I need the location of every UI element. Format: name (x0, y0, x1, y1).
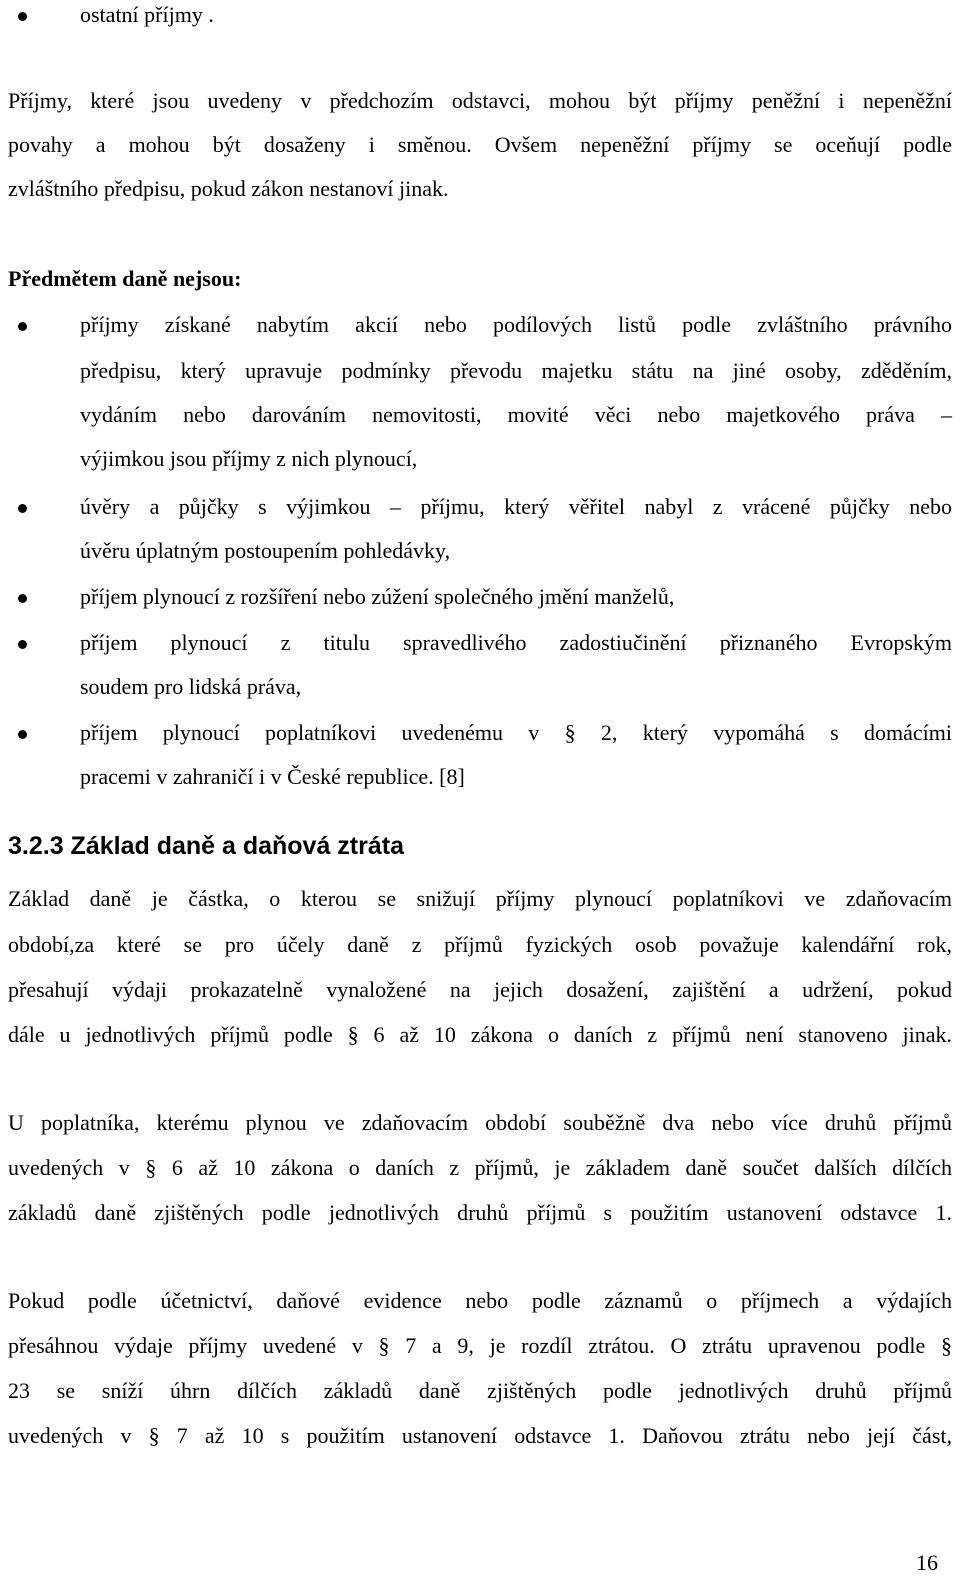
paragraph-1-line: zvláštního předpisu, pokud zákon nestanoví jinak. (8, 176, 449, 201)
bullet-line: výjimkou jsou příjmy z nich plynoucí, (80, 446, 418, 471)
paragraph-4-line: 23 se sníží úhrn dílčích základů daně zjištěných podle jednotlivých druhů příjmů (8, 1378, 952, 1403)
paragraph-2-line: dále u jednotlivých příjmů podle § 6 až 10 zákona o daních z příjmů není stanoveno jinak. (8, 1022, 952, 1047)
paragraph-4-line: Pokud podle účetnictví, daňové evidence nebo podle záznamů o příjmech a výdajích (8, 1288, 952, 1313)
bullet-line: soudem pro lidská práva, (80, 674, 302, 699)
paragraph-2-line: období,za které se pro účely daně z příjmů fyzických osob považuje kalendářní rok, (8, 932, 952, 957)
paragraph-3-line: uvedených v § 6 až 10 zákona o daních z příjmů, je základem daně součet dalších dílčích (8, 1155, 952, 1180)
bullet-icon (18, 12, 32, 26)
bullet-icon (18, 730, 32, 744)
paragraph-2-line: Základ daně je částka, o kterou se snižují příjmy plynoucí poplatníkovi ve zdaňovacím (8, 886, 952, 911)
bullet-icon (18, 594, 32, 608)
top-bullet-text: ostatní příjmy . (80, 2, 214, 27)
bullet-line: úvěru úplatným postoupením pohledávky, (80, 538, 451, 563)
paragraph-3-line: U poplatníka, kterému plynou ve zdaňovacím období souběžně dva nebo více druhů příjmů (8, 1110, 952, 1135)
bullet-line: pracemi v zahraničí i v České republice. [8] (80, 764, 465, 789)
paragraph-4-line: uvedených v § 7 až 10 s použitím ustanovení odstavce 1. Daňovou ztrátu nebo její část, (8, 1423, 952, 1448)
bullet-line: úvěry a půjčky s výjimkou – příjmu, který věřitel nabyl z vrácené půjčky nebo (80, 494, 952, 519)
bullet-icon (18, 504, 32, 518)
bullet-line: příjem plynoucí poplatníkovi uvedenému v § 2, který vypomáhá s domácími (80, 720, 952, 745)
bullet-line: předpisu, který upravuje podmínky převodu majetku státu na jiné osoby, zděděním, (80, 358, 952, 383)
bullet-line: vydáním nebo darováním nemovitosti, movité věci nebo majetkového práva – (80, 402, 952, 427)
bullet-line: příjem plynoucí z titulu spravedlivého zadostiučinění přiznaného Evropským (80, 630, 952, 655)
page-number: 16 (916, 1550, 938, 1575)
bullet-icon (18, 322, 32, 336)
paragraph-2-line: přesahují výdaji prokazatelně vynaložené na jejich dosažení, zajištění a udržení, pokud (8, 977, 952, 1002)
bullet-line: příjmy získané nabytím akcií nebo podílových listů podle zvláštního právního (80, 312, 952, 337)
paragraph-3-line: základů daně zjištěných podle jednotlivých druhů příjmů s použitím ustanovení odstavce 1. (8, 1200, 952, 1225)
bullet-line: příjem plynoucí z rozšíření nebo zúžení společného jmění manželů, (80, 584, 675, 609)
section-heading: 3.2.3 Základ daně a daňová ztráta (8, 832, 404, 860)
paragraph-4-line: přesáhnou výdaje příjmy uvedené v § 7 a 9, je rozdíl ztrátou. O ztrátu upravenou podle § (8, 1333, 952, 1358)
paragraph-1-line: Příjmy, které jsou uvedeny v předchozím odstavci, mohou být příjmy peněžní i nepeněžní (8, 88, 952, 113)
subheading: Předmětem daně nejsou: (8, 266, 242, 291)
bullet-icon (18, 640, 32, 654)
paragraph-1-line: povahy a mohou být dosaženy i směnou. Ovšem nepeněžní příjmy se oceňují podle (8, 132, 952, 157)
